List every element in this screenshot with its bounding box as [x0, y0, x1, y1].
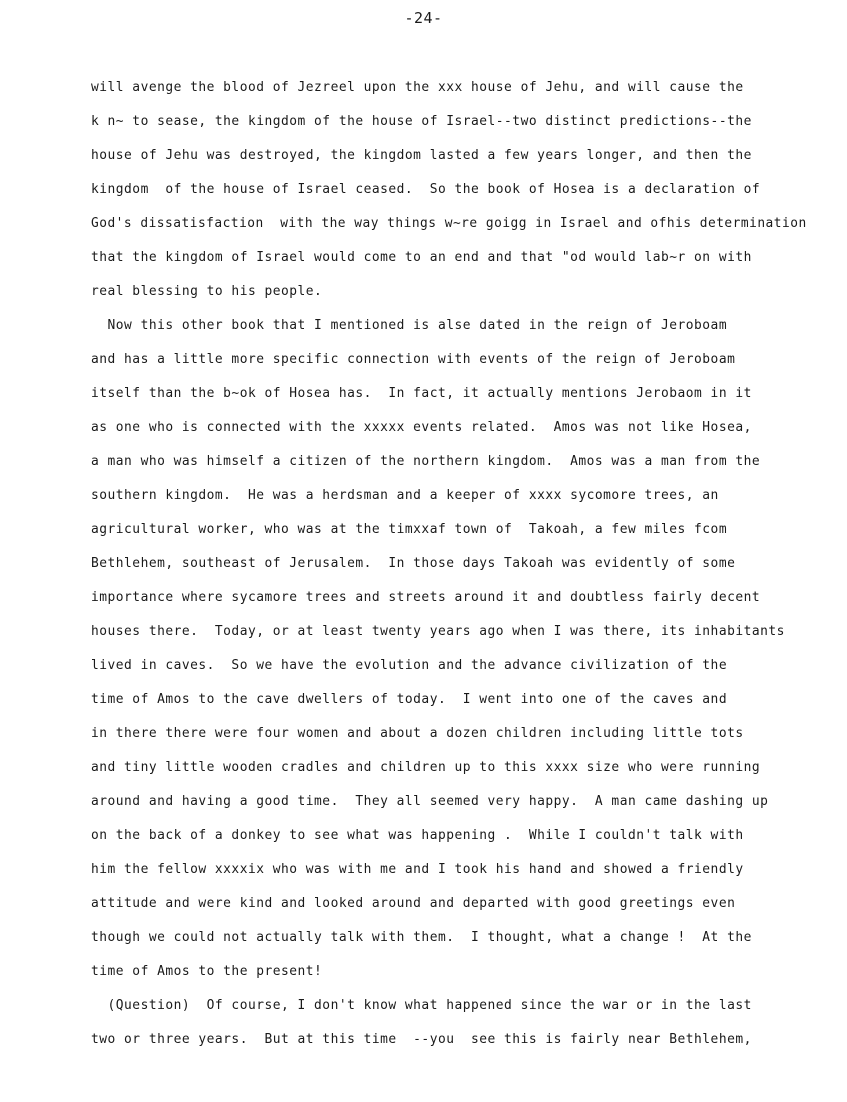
text-line: real blessing to his people. — [91, 284, 323, 299]
text-line: and tiny little wooden cradles and children up to this xxxx size who were running — [91, 760, 761, 775]
text-line: time of Amos to the cave dwellers of today. I went into one of the caves and — [91, 692, 728, 707]
text-line: k n~ to sease, the kingdom of the house of Israel--two distinct predictions--the — [91, 114, 752, 129]
text-line: agricultural worker, who was at the timxxaf town of Takoah, a few miles fcom — [91, 522, 728, 537]
text-line: as one who is connected with the xxxxx events related. Amos was not like Hosea, — [91, 420, 752, 435]
text-line: in there there were four women and about a dozen children including little tots — [91, 726, 744, 741]
page-number: -24- — [404, 9, 443, 27]
text-line: him the fellow xxxxix who was with me and I took his hand and showed a friendly — [91, 862, 744, 877]
text-line: southern kingdom. He was a herdsman and a keeper of xxxx sycomore trees, an — [91, 488, 719, 503]
text-line: a man who was himself a citizen of the northern kingdom. Amos was a man from the — [91, 454, 761, 469]
text-line: that the kingdom of Israel would come to an end and that "od would lab~r on with — [91, 250, 752, 265]
text-line: around and having a good time. They all seemed very happy. A man came dashing up — [91, 794, 769, 809]
text-line: kingdom of the house of Israel ceased. So the book of Hosea is a declaration of — [91, 182, 761, 197]
text-line: Now this other book that I mentioned is alse dated in the reign of Jeroboam — [91, 318, 728, 333]
text-line: house of Jehu was destroyed, the kingdom lasted a few years longer, and then the — [91, 148, 752, 163]
text-line: attitude and were kind and looked around and departed with good greetings even — [91, 896, 736, 911]
text-line: will avenge the blood of Jezreel upon the xxx house of Jehu, and will cause the — [91, 80, 744, 95]
text-line: importance where sycamore trees and streets around it and doubtless fairly decent — [91, 590, 761, 605]
text-line: though we could not actually talk with them. I thought, what a change ! At the — [91, 930, 752, 945]
text-line: houses there. Today, or at least twenty years ago when I was there, its inhabitants — [91, 624, 785, 639]
text-line: Bethlehem, southeast of Jerusalem. In those days Takoah was evidently of some — [91, 556, 736, 571]
text-line: time of Amos to the present! — [91, 964, 323, 979]
text-line: lived in caves. So we have the evolution and the advance civilization of the — [91, 658, 728, 673]
text-line: God's dissatisfaction with the way things w~re goigg in Israel and ofhis determination — [91, 216, 807, 231]
text-line: on the back of a donkey to see what was happening . While I couldn't talk with — [91, 828, 744, 843]
text-line: and has a little more specific connection with events of the reign of Jeroboam — [91, 352, 736, 367]
text-line: itself than the b~ok of Hosea has. In fact, it actually mentions Jerobaom in it — [91, 386, 752, 401]
text-line: two or three years. But at this time --you see this is fairly near Bethlehem, — [91, 1032, 752, 1047]
text-line: (Question) Of course, I don't know what happened since the war or in the last — [91, 998, 752, 1013]
